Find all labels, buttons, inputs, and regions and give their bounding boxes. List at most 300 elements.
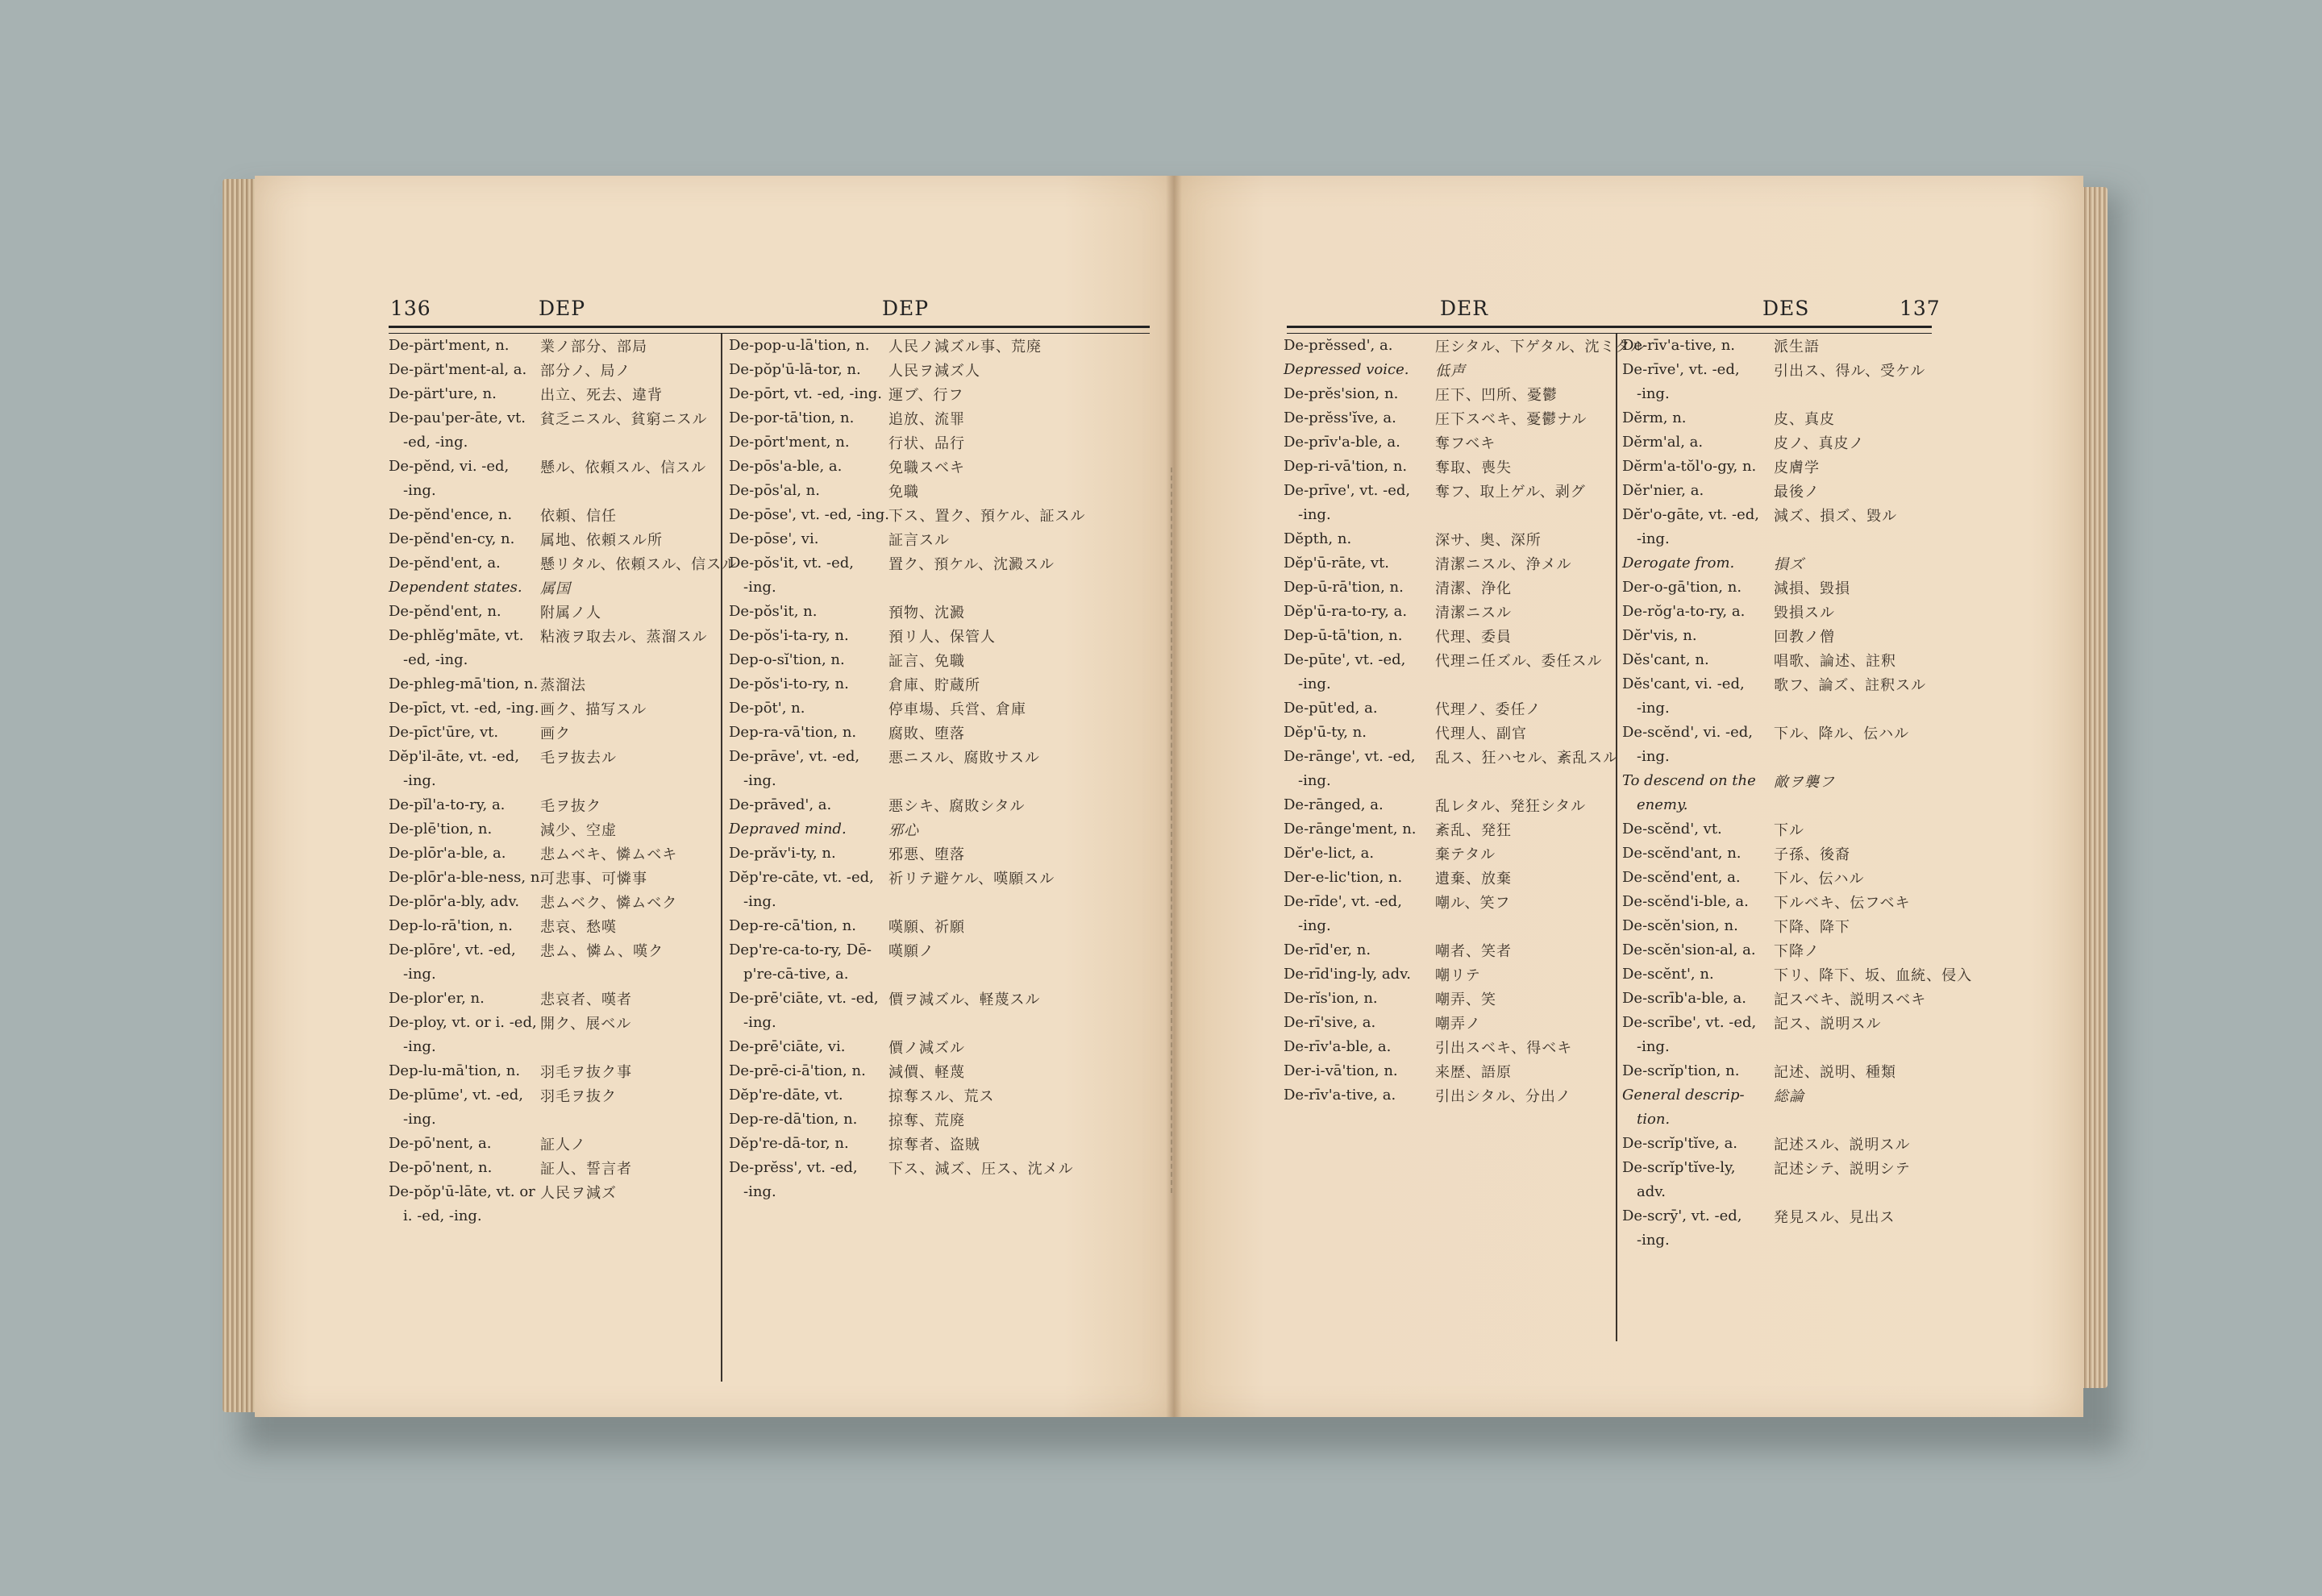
entry-definition: 下リ、降下、坂、血統、侵入 bbox=[1774, 967, 1973, 984]
dictionary-entry bbox=[1284, 527, 1598, 551]
entry-inflection: -ing. bbox=[403, 772, 436, 789]
entry-inflection: -ing. bbox=[403, 966, 436, 983]
dictionary-entry bbox=[1622, 672, 1937, 721]
entry-definition: 免職 bbox=[888, 484, 919, 501]
dictionary-entry bbox=[729, 334, 1148, 358]
entry-headword: De-scrĭp'tĭve, a. bbox=[1622, 1135, 1738, 1152]
left-column-1 bbox=[389, 334, 738, 1228]
entry-definition: 嘲弄ノ bbox=[1435, 1016, 1481, 1033]
dictionary-entry bbox=[1284, 890, 1598, 938]
entry-headword: De-pĕnd'ent, n. bbox=[389, 603, 501, 620]
dictionary-entry bbox=[1622, 938, 1937, 962]
entry-definition: 記ス、説明スル bbox=[1774, 1016, 1882, 1033]
entry-headword: De-rī'sive, a. bbox=[1284, 1014, 1376, 1031]
dictionary-entry bbox=[1622, 817, 1937, 842]
dictionary-entry bbox=[729, 866, 1148, 914]
entry-headword: De-pĕnd'ent, a. bbox=[389, 555, 501, 571]
dictionary-entry bbox=[729, 455, 1148, 479]
entry-definition: 歌フ、論ズ、註釈スル bbox=[1774, 677, 1927, 694]
entry-headword: De-rīve', vt. -ed, bbox=[1622, 361, 1740, 378]
entry-headword: De-scĕnd', vi. -ed, bbox=[1622, 724, 1753, 741]
dictionary-entry bbox=[1622, 334, 1937, 358]
dictionary-entry bbox=[389, 406, 727, 455]
entry-headword: De-plor'er, n. bbox=[389, 990, 485, 1007]
dictionary-entry bbox=[389, 1156, 727, 1180]
entry-headword: De-pīct'ūre, vt. bbox=[389, 724, 499, 741]
entry-definition: 嘲弄、笑 bbox=[1435, 991, 1496, 1008]
right-column-2 bbox=[1622, 334, 1973, 1253]
entry-definition: 下ル bbox=[1774, 822, 1804, 839]
dictionary-entry bbox=[389, 1011, 727, 1059]
entry-headword: Dĕr'o-gāte, vt. -ed, bbox=[1622, 506, 1759, 523]
dictionary-entry bbox=[1622, 479, 1937, 503]
entry-definition: 悪ニスル、腐敗サスル bbox=[888, 750, 1040, 767]
entry-definition: 唱歌、論述、註釈 bbox=[1774, 653, 1896, 670]
entry-headword: Dĕp're-cāte, vt. -ed, bbox=[729, 869, 874, 886]
dictionary-entry bbox=[1284, 842, 1598, 866]
entry-inflection: -ing. bbox=[1637, 748, 1670, 765]
entry-headword: De-pŏp'ū-lāte, vt. or bbox=[389, 1183, 535, 1200]
entry-definition: 人民ノ減ズル事、荒廃 bbox=[888, 339, 1042, 355]
dictionary-entry bbox=[1622, 455, 1937, 479]
dictionary-entry bbox=[389, 721, 727, 745]
entry-headword: De-phlĕg'māte, vt. bbox=[389, 627, 524, 644]
dictionary-entry bbox=[1284, 551, 1598, 576]
entry-headword: De-rīv'a-ble, a. bbox=[1284, 1038, 1392, 1055]
entry-definition: 行状、品行 bbox=[888, 435, 965, 452]
dictionary-entry bbox=[1622, 1156, 1937, 1204]
right-page bbox=[1174, 176, 2083, 1417]
dictionary-entry bbox=[729, 479, 1148, 503]
dictionary-entry bbox=[1284, 987, 1598, 1011]
entry-headword: De-prāved', a. bbox=[729, 796, 832, 813]
entry-definition: 懸ル、依頼スル、信スル bbox=[540, 459, 707, 476]
entry-definition: 深サ、奥、深所 bbox=[1435, 532, 1542, 549]
entry-definition: 来歴、語原 bbox=[1435, 1064, 1512, 1081]
entry-headword: De-scrĭp'tion, n. bbox=[1622, 1062, 1740, 1079]
entry-headword: De-rīde', vt. -ed, bbox=[1284, 893, 1402, 910]
left-header-left: DEP bbox=[539, 297, 586, 320]
entry-headword: De-plūme', vt. -ed, bbox=[389, 1087, 523, 1103]
dictionary-entry bbox=[389, 696, 727, 721]
entry-headword: De-pōrt, vt. -ed, -ing. bbox=[729, 385, 883, 402]
entry-headword: De-prăv'i-ty, n. bbox=[729, 845, 836, 862]
dictionary-entry bbox=[389, 503, 727, 527]
dictionary-entry bbox=[1622, 406, 1937, 430]
dictionary-entry bbox=[729, 793, 1148, 817]
dictionary-entry bbox=[1622, 503, 1937, 551]
dictionary-entry bbox=[1284, 817, 1598, 842]
entry-headword: De-pōs'al, n. bbox=[729, 482, 820, 499]
dictionary-entry bbox=[1284, 745, 1619, 793]
entry-inflection: -ing. bbox=[403, 482, 436, 499]
dictionary-entry bbox=[389, 745, 727, 793]
entry-headword: De-rānge'ment, n. bbox=[1284, 821, 1417, 837]
entry-definition: 停車場、兵営、倉庫 bbox=[888, 701, 1026, 718]
entry-headword: Der-e-lic'tion, n. bbox=[1284, 869, 1403, 886]
entry-headword: De-pō'nent, n. bbox=[389, 1159, 493, 1176]
book-edge-left bbox=[223, 179, 258, 1412]
entry-definition: 総論 bbox=[1774, 1088, 1804, 1105]
entry-headword: Dĕrm'al, a. bbox=[1622, 434, 1704, 451]
dictionary-entry bbox=[389, 1180, 727, 1228]
dictionary-entry bbox=[729, 406, 1148, 430]
entry-inflection: -ing. bbox=[403, 1111, 436, 1128]
entry-headword: Dep're-ca-to-ry, Dē- bbox=[729, 941, 872, 958]
dictionary-entry bbox=[389, 817, 727, 842]
entry-headword: De-scĕn'sion-al, a. bbox=[1622, 941, 1756, 958]
dictionary-entry bbox=[389, 672, 727, 696]
dictionary-entry bbox=[1622, 866, 1937, 890]
entry-headword: Dependent states. bbox=[389, 579, 522, 596]
entry-headword: De-rīv'a-tive, a. bbox=[1284, 1087, 1396, 1103]
entry-headword: De-pŏs'it, vt. -ed, bbox=[729, 555, 854, 571]
entry-inflection: tion. bbox=[1637, 1111, 1671, 1128]
entry-definition: 減ズ、損ズ、毀ル bbox=[1774, 508, 1898, 525]
dictionary-entry bbox=[1284, 1059, 1598, 1083]
entry-headword: Der-i-vā'tion, n. bbox=[1284, 1062, 1398, 1079]
dictionary-entry bbox=[389, 334, 727, 358]
entry-headword: Dep-re-cā'tion, n. bbox=[729, 917, 856, 934]
entry-definition: 嘲ル、笑フ bbox=[1435, 895, 1511, 912]
entry-headword: De-pop-u-lā'tion, n. bbox=[729, 337, 870, 354]
entry-inflection: i. -ed, -ing. bbox=[403, 1207, 482, 1224]
entry-definition: 悲ムベキ、憐ムベキ bbox=[540, 846, 678, 863]
dictionary-entry bbox=[1284, 358, 1598, 382]
entry-inflection: -ing. bbox=[743, 1183, 776, 1200]
dictionary-entry bbox=[729, 503, 1148, 527]
entry-definition: 遺棄、放棄 bbox=[1435, 871, 1512, 887]
entry-inflection: -ing. bbox=[1298, 772, 1331, 789]
entry-headword: Derogate from. bbox=[1622, 555, 1735, 571]
right-column-1 bbox=[1284, 334, 1646, 1108]
entry-headword: De-scrĭp'tĭve-ly, bbox=[1622, 1159, 1736, 1176]
entry-definition: 奪フ、取上ゲル、剥グ bbox=[1435, 484, 1586, 501]
dictionary-entry bbox=[389, 382, 727, 406]
dictionary-entry bbox=[729, 842, 1148, 866]
entry-headword: De-rānge', vt. -ed, bbox=[1284, 748, 1416, 765]
dictionary-entry bbox=[1622, 1083, 1937, 1132]
dictionary-entry bbox=[1622, 890, 1937, 914]
dictionary-entry bbox=[389, 527, 727, 551]
dictionary-entry bbox=[1284, 455, 1598, 479]
dictionary-entry bbox=[729, 1132, 1148, 1156]
entry-definition: 祈リテ避ケル、嘆願スル bbox=[888, 871, 1055, 887]
dictionary-entry bbox=[389, 358, 727, 382]
entry-headword: Dep-o-sĭ'tion, n. bbox=[729, 651, 845, 668]
dictionary-entry bbox=[389, 987, 727, 1011]
entry-definition: 低声 bbox=[1435, 363, 1466, 380]
entry-definition: 画ク bbox=[540, 725, 571, 742]
dictionary-entry bbox=[1622, 430, 1937, 455]
entry-definition: 悲哀、愁嘆 bbox=[540, 919, 617, 936]
entry-definition: 圧下スベキ、憂鬱ナル bbox=[1435, 411, 1588, 428]
entry-definition: 掠奪、荒廃 bbox=[888, 1112, 965, 1129]
entry-definition: 代理ニ任ズル、委任スル bbox=[1435, 653, 1603, 670]
entry-headword: Depressed voice. bbox=[1284, 361, 1409, 378]
dictionary-entry bbox=[389, 1059, 727, 1083]
dictionary-entry bbox=[1284, 576, 1598, 600]
dictionary-entry bbox=[1622, 624, 1937, 648]
entry-headword: De-pūt'ed, a. bbox=[1284, 700, 1378, 717]
dictionary-entry bbox=[729, 430, 1148, 455]
left-column-2 bbox=[729, 334, 1148, 1204]
entry-definition: 奪フベキ bbox=[1435, 435, 1496, 452]
dictionary-entry bbox=[1284, 648, 1603, 696]
entry-inflection: -ed, -ing. bbox=[403, 434, 468, 451]
entry-definition: 倉庫、貯蔵所 bbox=[888, 677, 980, 694]
dictionary-entry bbox=[1284, 721, 1598, 745]
entry-definition: 皮、真皮 bbox=[1774, 411, 1835, 428]
entry-headword: De-pĕnd'en-cy, n. bbox=[389, 530, 515, 547]
entry-headword: De-prē'ciāte, vt. -ed, bbox=[729, 990, 879, 1007]
dictionary-entry bbox=[1284, 1011, 1598, 1035]
dictionary-entry bbox=[729, 600, 1148, 624]
entry-headword: De-pĕnd'ence, n. bbox=[389, 506, 513, 523]
entry-headword: De-pōs'a-ble, a. bbox=[729, 458, 843, 475]
entry-headword: Dĕr'vis, n. bbox=[1622, 627, 1697, 644]
dictionary-entry bbox=[389, 624, 727, 672]
entry-definition: 属国 bbox=[540, 580, 571, 597]
entry-definition: 最後ノ bbox=[1774, 484, 1820, 501]
entry-headword: De-prē-ci-ā'tion, n. bbox=[729, 1062, 866, 1079]
entry-headword: De-plē'tion, n. bbox=[389, 821, 493, 837]
entry-definition: 画ク、描写スル bbox=[540, 701, 647, 718]
entry-headword: Dĕr'nier, a. bbox=[1622, 482, 1704, 499]
left-page-number: 136 bbox=[390, 297, 431, 320]
entry-headword: De-ploy, vt. or i. -ed, bbox=[389, 1014, 537, 1031]
entry-definition: 粘液ヲ取去ル、蒸溜スル bbox=[540, 629, 708, 646]
entry-definition: 属地、依頼スル所 bbox=[540, 532, 663, 549]
dictionary-entry bbox=[1622, 914, 1937, 938]
entry-definition: 附属ノ人 bbox=[540, 605, 601, 621]
entry-definition: 発見スル、見出ス bbox=[1774, 1209, 1895, 1226]
entry-headword: Dĕs'cant, vi. -ed, bbox=[1622, 675, 1745, 692]
dictionary-entry bbox=[1622, 358, 1937, 406]
dictionary-entry bbox=[389, 793, 727, 817]
entry-definition: 減損、毀損 bbox=[1774, 580, 1850, 597]
entry-inflection: -ing. bbox=[1637, 700, 1670, 717]
entry-definition: 人民ヲ減ズ bbox=[540, 1185, 617, 1202]
entry-headword: De-pīct, vt. -ed, -ing. bbox=[389, 700, 539, 717]
entry-definition: 証人ノ bbox=[540, 1137, 586, 1153]
entry-inflection: adv. bbox=[1637, 1183, 1667, 1200]
dictionary-entry bbox=[729, 914, 1148, 938]
entry-inflection: p're-cā-tive, a. bbox=[743, 966, 849, 983]
entry-definition: 貧乏ニスル、貧窮ニスル bbox=[540, 411, 708, 428]
dictionary-entry bbox=[1622, 769, 1937, 817]
entry-definition: 記述シテ、説明シテ bbox=[1774, 1161, 1911, 1178]
entry-definition: 可悲事、可憐事 bbox=[540, 871, 647, 887]
entry-definition: 下ス、減ズ、圧ス、沈メル bbox=[888, 1161, 1074, 1178]
entry-headword: De-rīv'a-tive, n. bbox=[1622, 337, 1736, 354]
entry-headword: De-scĕnd'i-ble, a. bbox=[1622, 893, 1749, 910]
entry-headword: Dĕp're-dā-tor, n. bbox=[729, 1135, 849, 1152]
dictionary-entry bbox=[1284, 479, 1598, 527]
entry-inflection: -ing. bbox=[1298, 917, 1331, 934]
entry-definition: 邪心 bbox=[888, 822, 919, 839]
entry-headword: De-plōre', vt. -ed, bbox=[389, 941, 516, 958]
entry-definition: 運ブ、行フ bbox=[888, 387, 964, 404]
entry-inflection: -ing. bbox=[1637, 385, 1670, 402]
entry-definition: 掠奪者、盗賊 bbox=[888, 1137, 980, 1153]
entry-definition: 下降ノ bbox=[1774, 943, 1820, 960]
entry-definition: 引出ス、得ル、受ケル bbox=[1774, 363, 1926, 380]
entry-headword: Dep-re-dā'tion, n. bbox=[729, 1111, 858, 1128]
dictionary-entry bbox=[389, 1132, 727, 1156]
right-header-left: DER bbox=[1440, 297, 1489, 320]
binding-stitch bbox=[1171, 468, 1179, 1193]
entry-definition: 羽毛ヲ抜ク bbox=[540, 1088, 617, 1105]
dictionary-entry bbox=[389, 600, 727, 624]
entry-headword: De-pōrt'ment, n. bbox=[729, 434, 850, 451]
entry-definition: 邪悪、堕落 bbox=[888, 846, 965, 863]
entry-headword: Dĕpth, n. bbox=[1284, 530, 1352, 547]
dictionary-entry bbox=[1284, 334, 1646, 358]
entry-definition: 引出シタル、分出ノ bbox=[1435, 1088, 1571, 1105]
entry-definition: 記スベキ、説明スベキ bbox=[1774, 991, 1927, 1008]
entry-definition: 紊乱、発狂 bbox=[1435, 822, 1512, 839]
entry-headword: De-scĕnd'ent, a. bbox=[1622, 869, 1741, 886]
entry-definition: 人民ヲ減ズ人 bbox=[888, 363, 980, 380]
entry-headword: De-rānged, a. bbox=[1284, 796, 1384, 813]
entry-definition: 圧シタル、下ゲタル、沈ミタル bbox=[1435, 339, 1646, 355]
dictionary-entry bbox=[389, 866, 727, 890]
entry-definition: 敵ヲ襲フ bbox=[1774, 774, 1835, 791]
entry-definition: 下ル、降ル、伝ハル bbox=[1774, 725, 1910, 742]
dictionary-entry bbox=[1622, 600, 1937, 624]
book-edge-right bbox=[2080, 187, 2108, 1388]
entry-definition: 清潔、浄化 bbox=[1435, 580, 1512, 597]
entry-inflection: -ing. bbox=[1298, 675, 1331, 692]
entry-definition: 部分ノ、局ノ bbox=[540, 363, 631, 380]
entry-definition: 証言スル bbox=[888, 532, 950, 549]
entry-definition: 價ノ減ズル bbox=[888, 1040, 965, 1057]
dictionary-entry bbox=[1284, 382, 1598, 406]
entry-definition: 出立、死去、違背 bbox=[540, 387, 663, 404]
entry-headword: De-rīd'ing-ly, adv. bbox=[1284, 966, 1411, 983]
entry-inflection: -ing. bbox=[1637, 1232, 1670, 1249]
entry-headword: De-plōr'a-ble, a. bbox=[389, 845, 506, 862]
dictionary-entry bbox=[1622, 1011, 1937, 1059]
entry-headword: Dĕrm'a-tŏl'o-gy, n. bbox=[1622, 458, 1757, 475]
entry-definition: 悲ムベク、憐ムベク bbox=[540, 895, 678, 912]
entry-definition: 子孫、後裔 bbox=[1774, 846, 1850, 863]
dictionary-entry bbox=[389, 890, 727, 914]
entry-inflection: -ing. bbox=[743, 579, 776, 596]
dictionary-entry bbox=[1622, 1204, 1937, 1253]
entry-inflection: -ing. bbox=[1298, 506, 1331, 523]
entry-definition: 預物、沈澱 bbox=[888, 605, 965, 621]
entry-headword: Der-o-gā'tion, n. bbox=[1622, 579, 1742, 596]
dictionary-entry bbox=[1284, 1083, 1598, 1108]
entry-definition: 悲ム、憐ム、嘆ク bbox=[540, 943, 664, 960]
entry-headword: De-pŏs'it, n. bbox=[729, 603, 818, 620]
dictionary-entry bbox=[1622, 721, 1937, 769]
dictionary-entry bbox=[729, 987, 1148, 1035]
entry-definition: 悲哀者、嘆者 bbox=[540, 991, 632, 1008]
entry-headword: De-pĕnd, vi. -ed, bbox=[389, 458, 510, 475]
entry-headword: De-scĕnd'ant, n. bbox=[1622, 845, 1742, 862]
entry-definition: 預リ人、保管人 bbox=[888, 629, 996, 646]
entry-definition: 置ク、預ケル、沈澱スル bbox=[888, 556, 1055, 573]
dictionary-entry bbox=[1622, 987, 1937, 1011]
dictionary-entry bbox=[729, 817, 1148, 842]
left-column-divider bbox=[721, 334, 722, 1382]
dictionary-entry bbox=[729, 1156, 1148, 1204]
dictionary-entry bbox=[1284, 696, 1598, 721]
dictionary-entry bbox=[729, 1108, 1148, 1132]
left-header-rule bbox=[389, 326, 1150, 334]
entry-definition: 清潔ニスル bbox=[1435, 605, 1512, 621]
entry-headword: De-rŏg'a-to-ry, a. bbox=[1622, 603, 1746, 620]
entry-headword: To descend on the bbox=[1622, 772, 1756, 789]
entry-definition: 代理人、副官 bbox=[1435, 725, 1527, 742]
dictionary-entry bbox=[1284, 938, 1598, 962]
right-header-right: DES bbox=[1762, 297, 1810, 320]
entry-headword: De-scĕnt', n. bbox=[1622, 966, 1714, 983]
entry-definition: 蒸溜法 bbox=[540, 677, 586, 694]
entry-headword: Dĕp'ū-rāte, vt. bbox=[1284, 555, 1390, 571]
entry-headword: Depraved mind. bbox=[729, 821, 847, 837]
dictionary-entry bbox=[1622, 648, 1937, 672]
entry-headword: De-pau'per-āte, vt. bbox=[389, 409, 526, 426]
entry-headword: De-pŏp'ū-lā-tor, n. bbox=[729, 361, 861, 378]
entry-definition: 皮膚学 bbox=[1774, 459, 1820, 476]
left-header-right: DEP bbox=[882, 297, 930, 320]
dictionary-entry bbox=[1622, 1059, 1937, 1083]
entry-definition: 嘲リテ bbox=[1435, 967, 1481, 984]
entry-headword: De-pūte', vt. -ed, bbox=[1284, 651, 1406, 668]
dictionary-entry bbox=[1284, 430, 1598, 455]
entry-headword: De-scĕn'sion, n. bbox=[1622, 917, 1738, 934]
entry-definition: 下降、降下 bbox=[1774, 919, 1850, 936]
entry-headword: De-pärt'ure, n. bbox=[389, 385, 497, 402]
entry-definition: 開ク、展ベル bbox=[540, 1016, 632, 1033]
entry-definition: 毛ヲ抜ク bbox=[540, 798, 601, 815]
entry-headword: Dep-lo-rā'tion, n. bbox=[389, 917, 513, 934]
entry-definition: 代理、委員 bbox=[1435, 629, 1512, 646]
entry-inflection: -ing. bbox=[403, 1038, 436, 1055]
entry-headword: De-plōr'a-bly, adv. bbox=[389, 893, 520, 910]
left-page bbox=[255, 176, 1174, 1417]
entry-headword: Dĕp'il-āte, vt. -ed, bbox=[389, 748, 520, 765]
entry-headword: De-scrībe', vt. -ed, bbox=[1622, 1014, 1757, 1031]
dictionary-entry bbox=[729, 648, 1148, 672]
entry-definition: 証人、誓言者 bbox=[540, 1161, 632, 1178]
entry-headword: De-prāve', vt. -ed, bbox=[729, 748, 860, 765]
dictionary-entry bbox=[1622, 1132, 1937, 1156]
entry-headword: Dep-ra-vā'tion, n. bbox=[729, 724, 857, 741]
entry-definition: 記述、説明、種類 bbox=[1774, 1064, 1896, 1081]
dictionary-entry bbox=[389, 842, 727, 866]
entry-headword: De-prē'ciāte, vi. bbox=[729, 1038, 846, 1055]
entry-headword: De-prĕss', vt. -ed, bbox=[729, 1159, 858, 1176]
dictionary-entry bbox=[389, 576, 727, 600]
entry-headword: De-pĭl'a-to-ry, a. bbox=[389, 796, 506, 813]
entry-definition: 下ル、伝ハル bbox=[1774, 871, 1865, 887]
entry-headword: Dĕp're-dāte, vt. bbox=[729, 1087, 843, 1103]
right-column-divider bbox=[1616, 334, 1617, 1341]
entry-definition: 証言、免職 bbox=[888, 653, 965, 670]
entry-definition: 懸リタル、依頼スル、信スル bbox=[540, 556, 738, 573]
entry-definition: 奪取、喪失 bbox=[1435, 459, 1512, 476]
right-page-number: 137 bbox=[1900, 297, 1941, 320]
entry-headword: De-pō'nent, a. bbox=[389, 1135, 492, 1152]
entry-headword: De-prĕssed', a. bbox=[1284, 337, 1393, 354]
right-header-rule bbox=[1287, 326, 1932, 334]
entry-definition: 派生語 bbox=[1774, 339, 1820, 355]
